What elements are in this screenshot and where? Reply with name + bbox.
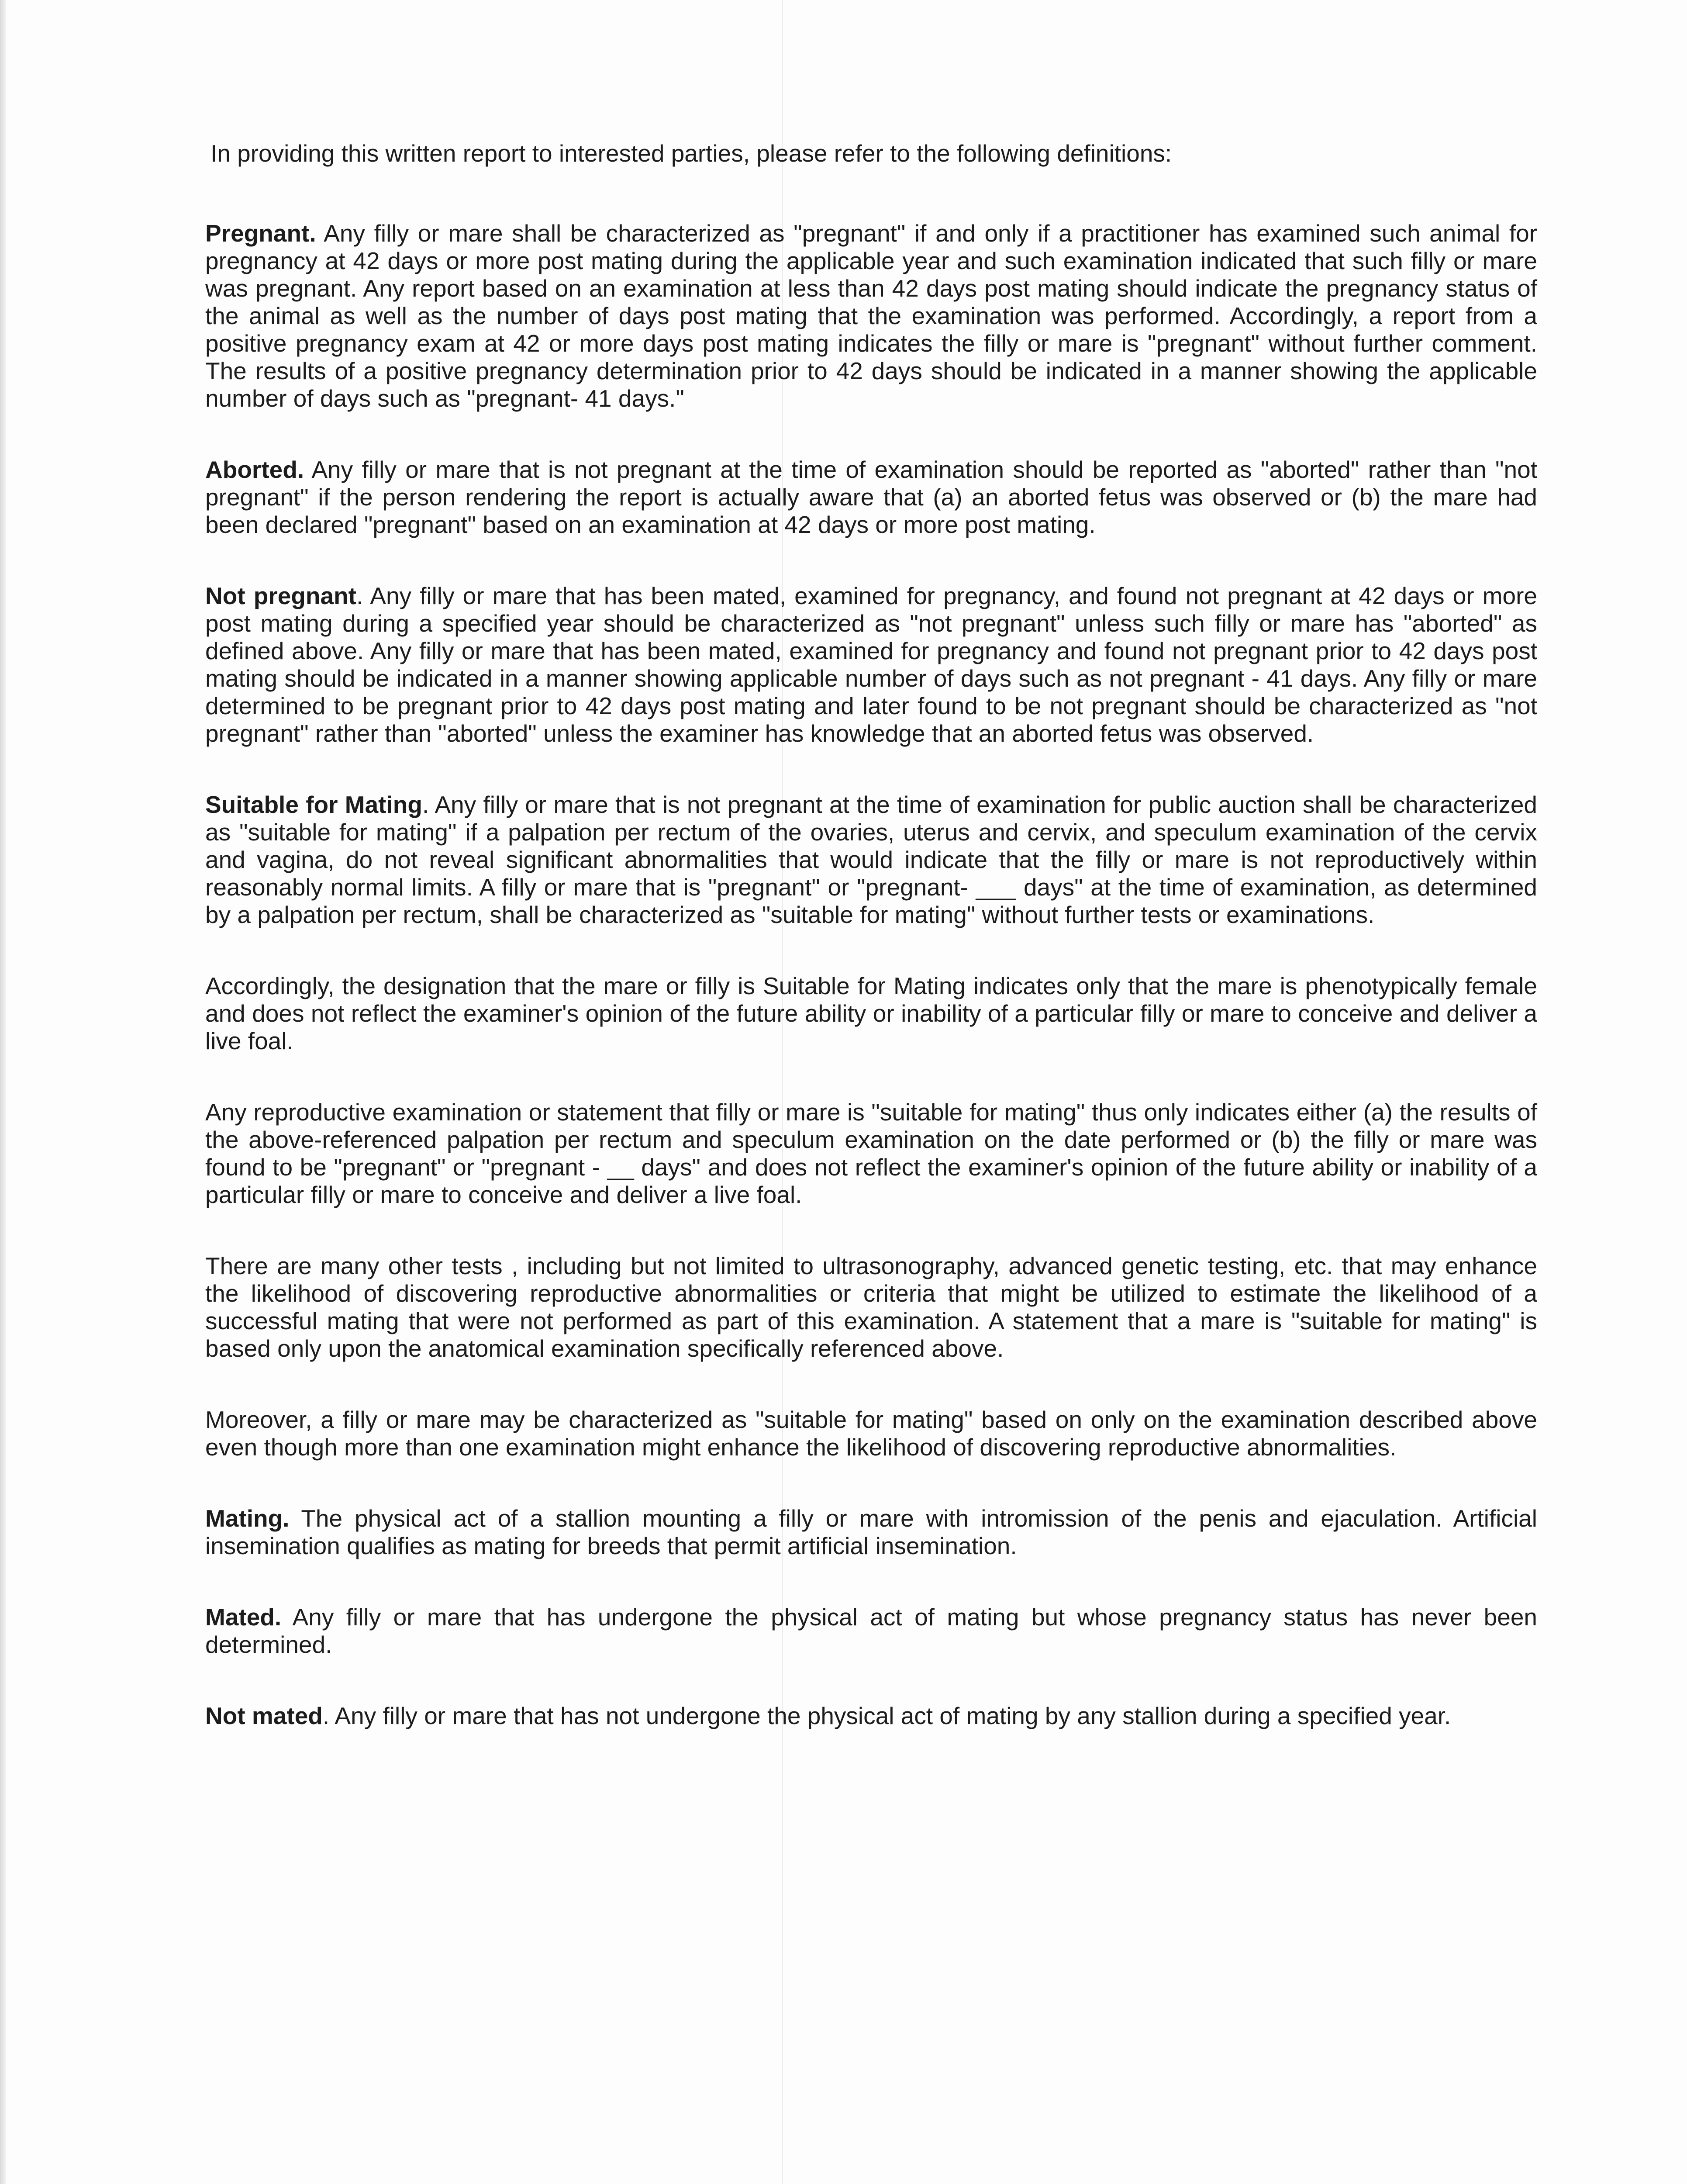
definition-mated	[205, 1603, 1537, 1659]
definition-text: . Any filly or mare that has not undergone the physical act of mating by any stallion during a specified year.	[322, 1702, 1451, 1729]
term-label: Not pregnant	[205, 582, 356, 609]
definition-mating	[205, 1505, 1537, 1560]
definition-text: . Any filly or mare that is not pregnant at the time of examination for public auction shall be characterized as "suitable for mating" if a palpation per rectum of the ovaries, uterus and cervix, and speculum examination of the cervix and vagina, do not reveal significant abnormalities that would indicate that the filly or mare is not reproductively within reasonably normal limits. A filly or mare that is "pregnant" or "pregnant- ___ days" at the time of examination, as determined by a palpation per rectum, shall be characterized as "suitable for mating" without further tests or examinations.	[205, 791, 1538, 928]
term-label: Mating.	[205, 1505, 290, 1532]
document-body	[205, 140, 1537, 1773]
paragraph-text: There are many other tests , including but not limited to ultrasonography, advanced genetic testing, etc. that may enhance the likelihood of discovering reproductive abnormalities or criteria that might be utilized to estimate the likelihood of a successful mating that were not performed as part of this examination. A statement that a mare is "suitable for mating" is based only upon the anatomical examination specifically referenced above.	[205, 1252, 1537, 1362]
paragraph-text: Any reproductive examination or statement that filly or mare is "suitable for mating" thus only indicates either (a) the results of the above-referenced palpation per rectum and speculum examination on the date performed or (b) the filly or mare was found to be "pregnant" or "pregnant - __ days" and does not reflect the examiner's opinion of the future ability or inability of a particular filly or mare to conceive and deliver a live foal.	[205, 1099, 1537, 1208]
definition-text: Any filly or mare that has undergone the physical act of mating but whose pregnancy status has never been determined.	[205, 1603, 1537, 1658]
definition-text: Any filly or mare shall be characterized as "pregnant" if and only if a practitioner has examined such animal for pregnancy at 42 days or more post mating during the applicable year and such examination indicated that such filly or mare was pregnant. Any report based on an examination at less than 42 days post mating should indicate the pregnancy status of the animal as well as the number of days post mating that the examination was performed. Accordingly, a report from a positive pregnancy exam at 42 or more days post mating indicates the filly or mare is "pregnant" without further comment. The results of a positive pregnancy determination prior to 42 days should be indicated in a manner showing the applicable number of days such as "pregnant- 41 days."	[205, 220, 1537, 412]
definition-text: . Any filly or mare that has been mated, examined for pregnancy, and found not pregnant at 42 days or more post mating during a specified year should be characterized as "not pregnant" unless such filly or mare has "aborted" as defined above. Any filly or mare that has been mated, examined for pregnancy and found not pregnant prior to 42 days post mating should be indicated in a manner showing applicable number of days such as not pregnant - 41 days. Any filly or mare determined to be pregnant prior to 42 days post mating and later found to be not pregnant should be characterized as "not pregnant" rather than "aborted" unless the examiner has knowledge that an aborted fetus was observed.	[205, 582, 1537, 747]
paragraph-other-tests	[205, 1252, 1537, 1362]
term-label: Pregnant.	[205, 220, 316, 247]
term-label: Aborted.	[205, 456, 304, 483]
definition-not-mated	[205, 1702, 1537, 1730]
paragraph-text: Accordingly, the designation that the mare or filly is Suitable for Mating indicates only that the mare is phenotypically female and does not reflect the examiner's opinion of the future ability or inability of a particular filly or mare to conceive and deliver a live foal.	[205, 972, 1537, 1054]
paragraph-moreover	[205, 1406, 1537, 1461]
paragraph-text: Moreover, a filly or mare may be characterized as "suitable for mating" based on only on the examination described above even though more than one examination might enhance the likelihood of discovering reproductive abnormalities.	[205, 1406, 1537, 1461]
scan-edge	[0, 0, 6, 2184]
definition-aborted	[205, 456, 1537, 539]
term-label: Mated.	[205, 1603, 282, 1631]
intro-paragraph: In providing this written report to interested parties, please refer to the following definitions:	[210, 140, 1172, 167]
definition-text: The physical act of a stallion mounting a filly or mare with intromission of the penis and ejaculation. Artificial insemination qualifies as mating for breeds that permit artificial insemination.	[205, 1505, 1537, 1559]
term-label: Suitable for Mating	[205, 791, 422, 818]
paragraph-accordingly	[205, 972, 1537, 1055]
definition-text: Any filly or mare that is not pregnant at the time of examination should be reported as "aborted" rather than "not pregnant" if the person rendering the report is actually aware that (a) an aborted fetus was observed or (b) the mare had been declared "pregnant" based on an examination at 42 days or more post mating.	[205, 456, 1537, 538]
paragraph-any-reproductive-exam	[205, 1099, 1537, 1209]
definition-suitable-for-mating	[205, 791, 1537, 929]
term-label: Not mated	[205, 1702, 323, 1729]
definition-not-pregnant	[205, 582, 1537, 747]
definition-pregnant	[205, 220, 1537, 412]
